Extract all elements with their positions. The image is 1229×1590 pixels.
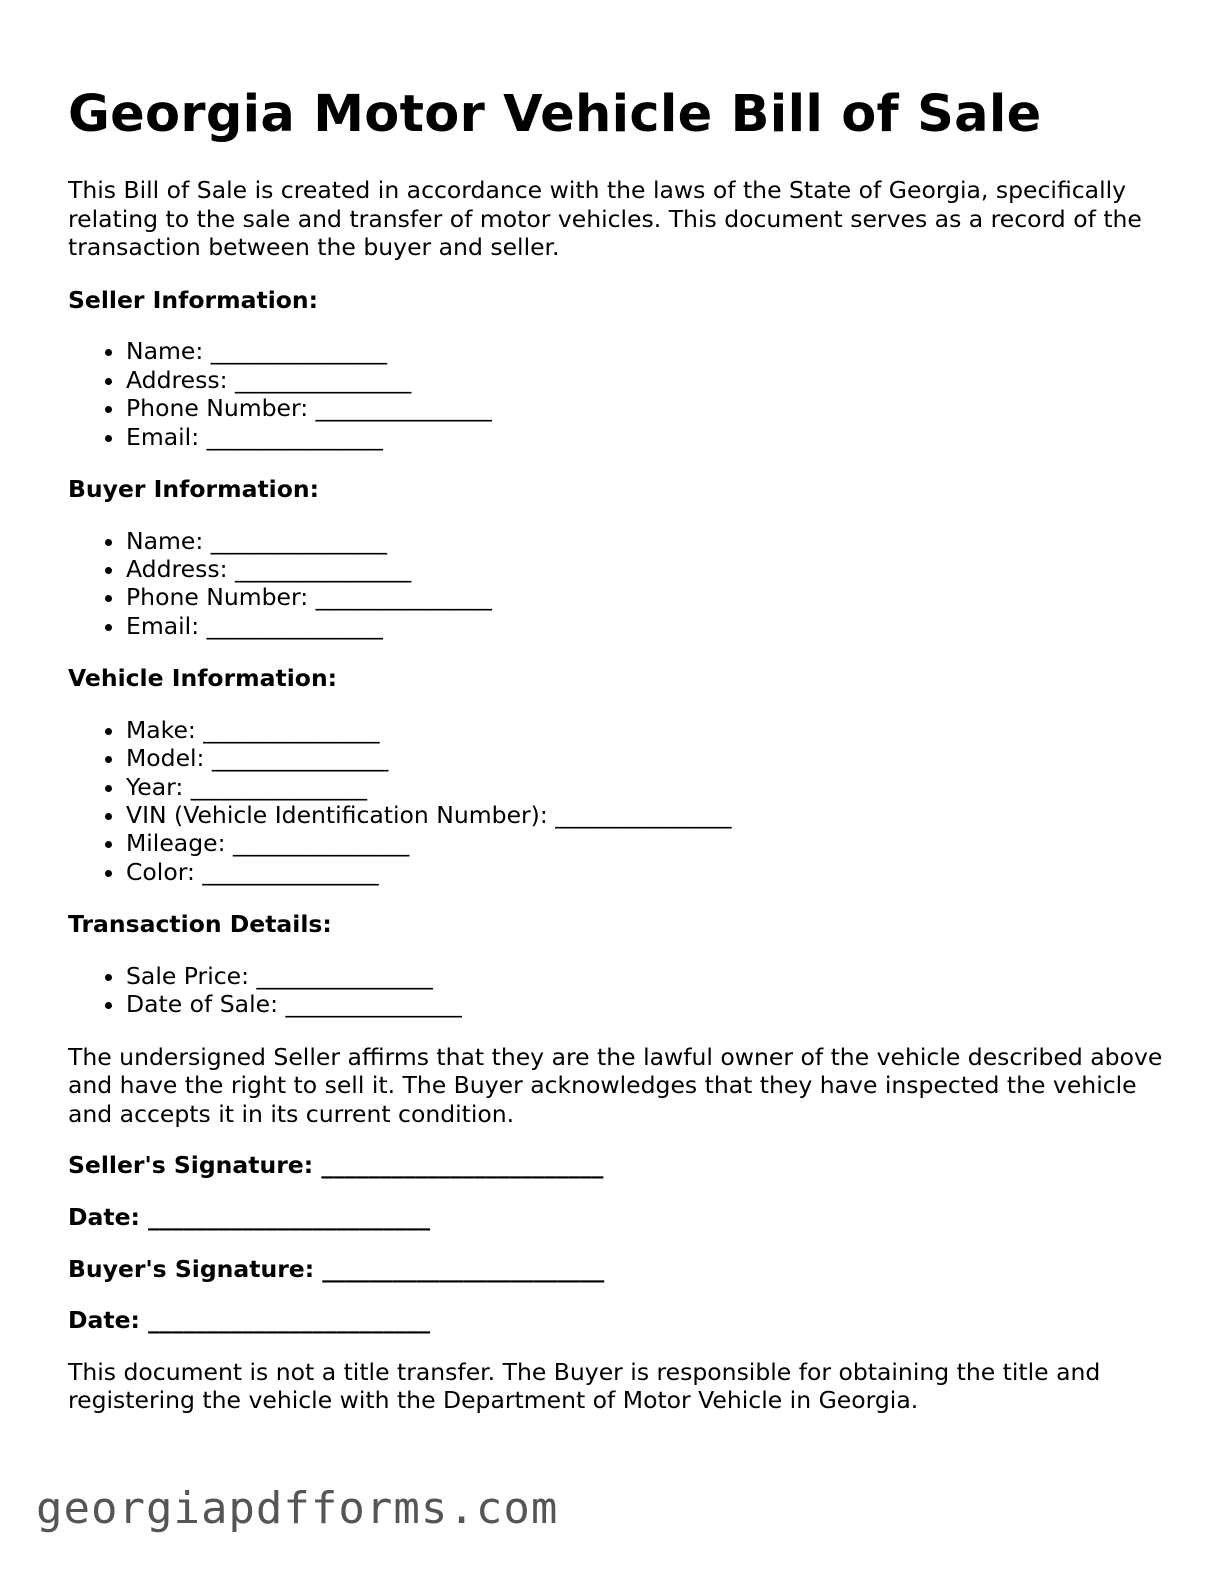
vehicle-year-field[interactable]: • Year: _______________ xyxy=(126,773,1168,801)
buyer-date-line[interactable]: Date: ________________________ xyxy=(68,1306,431,1335)
seller-section-heading: Seller Information: xyxy=(68,285,319,314)
seller-email-field[interactable]: • Email: _______________ xyxy=(126,423,1168,451)
site-watermark: georgiapdfforms.com xyxy=(36,1483,559,1534)
buyer-signature-line[interactable]: Buyer's Signature: ________________________ xyxy=(68,1254,605,1283)
sale-price-field[interactable]: • Sale Price: _______________ xyxy=(126,962,1168,990)
buyer-field-list xyxy=(68,527,1168,641)
seller-signature-line[interactable]: Seller's Signature: ________________________ xyxy=(68,1151,604,1180)
seller-field-list xyxy=(68,337,1168,451)
vehicle-mileage-field[interactable]: • Mileage: _______________ xyxy=(126,829,1168,857)
vehicle-model-field[interactable]: • Model: _______________ xyxy=(126,744,1168,772)
seller-date-line[interactable]: Date: ________________________ xyxy=(68,1203,431,1232)
date-of-sale-field[interactable]: • Date of Sale: _______________ xyxy=(126,990,1168,1018)
seller-name-field[interactable]: • Name: _______________ xyxy=(126,337,1168,365)
transaction-section-heading: Transaction Details: xyxy=(68,910,332,939)
ownership-statement: The undersigned Seller affirms that they are the lawful owner of the vehicle described above and have the right to sell it. The Buyer acknowledges that they have inspected the vehicle and accepts it in its current condition. xyxy=(68,1042,1163,1128)
vehicle-vin-field[interactable]: • VIN (Vehicle Identification Number): _______________ xyxy=(126,801,1168,829)
intro-paragraph: This Bill of Sale is created in accordance with the laws of the State of Georgia, specifically relating to the sale and transfer of motor vehicles. This document serves as a record of the transaction between the buyer and seller. xyxy=(68,176,1142,262)
vehicle-section-heading: Vehicle Information: xyxy=(68,664,338,693)
buyer-email-field[interactable]: • Email: _______________ xyxy=(126,612,1168,640)
vehicle-color-field[interactable]: • Color: _______________ xyxy=(126,858,1168,886)
vehicle-make-field[interactable]: • Make: _______________ xyxy=(126,716,1168,744)
closing-paragraph: This document is not a title transfer. The Buyer is responsible for obtaining the title and registering the vehicle with the Department of Motor Vehicle in Georgia. xyxy=(68,1357,1101,1415)
document-page xyxy=(68,84,1168,1415)
seller-phone-field[interactable]: • Phone Number: _______________ xyxy=(126,394,1168,422)
transaction-field-list xyxy=(68,962,1168,1019)
buyer-name-field[interactable]: • Name: _______________ xyxy=(126,527,1168,555)
seller-address-field[interactable]: • Address: _______________ xyxy=(126,366,1168,394)
buyer-phone-field[interactable]: • Phone Number: _______________ xyxy=(126,583,1168,611)
buyer-address-field[interactable]: • Address: _______________ xyxy=(126,555,1168,583)
vehicle-field-list xyxy=(68,716,1168,886)
buyer-section-heading: Buyer Information: xyxy=(68,475,320,503)
page-title: Georgia Motor Vehicle Bill of Sale xyxy=(68,85,1042,144)
